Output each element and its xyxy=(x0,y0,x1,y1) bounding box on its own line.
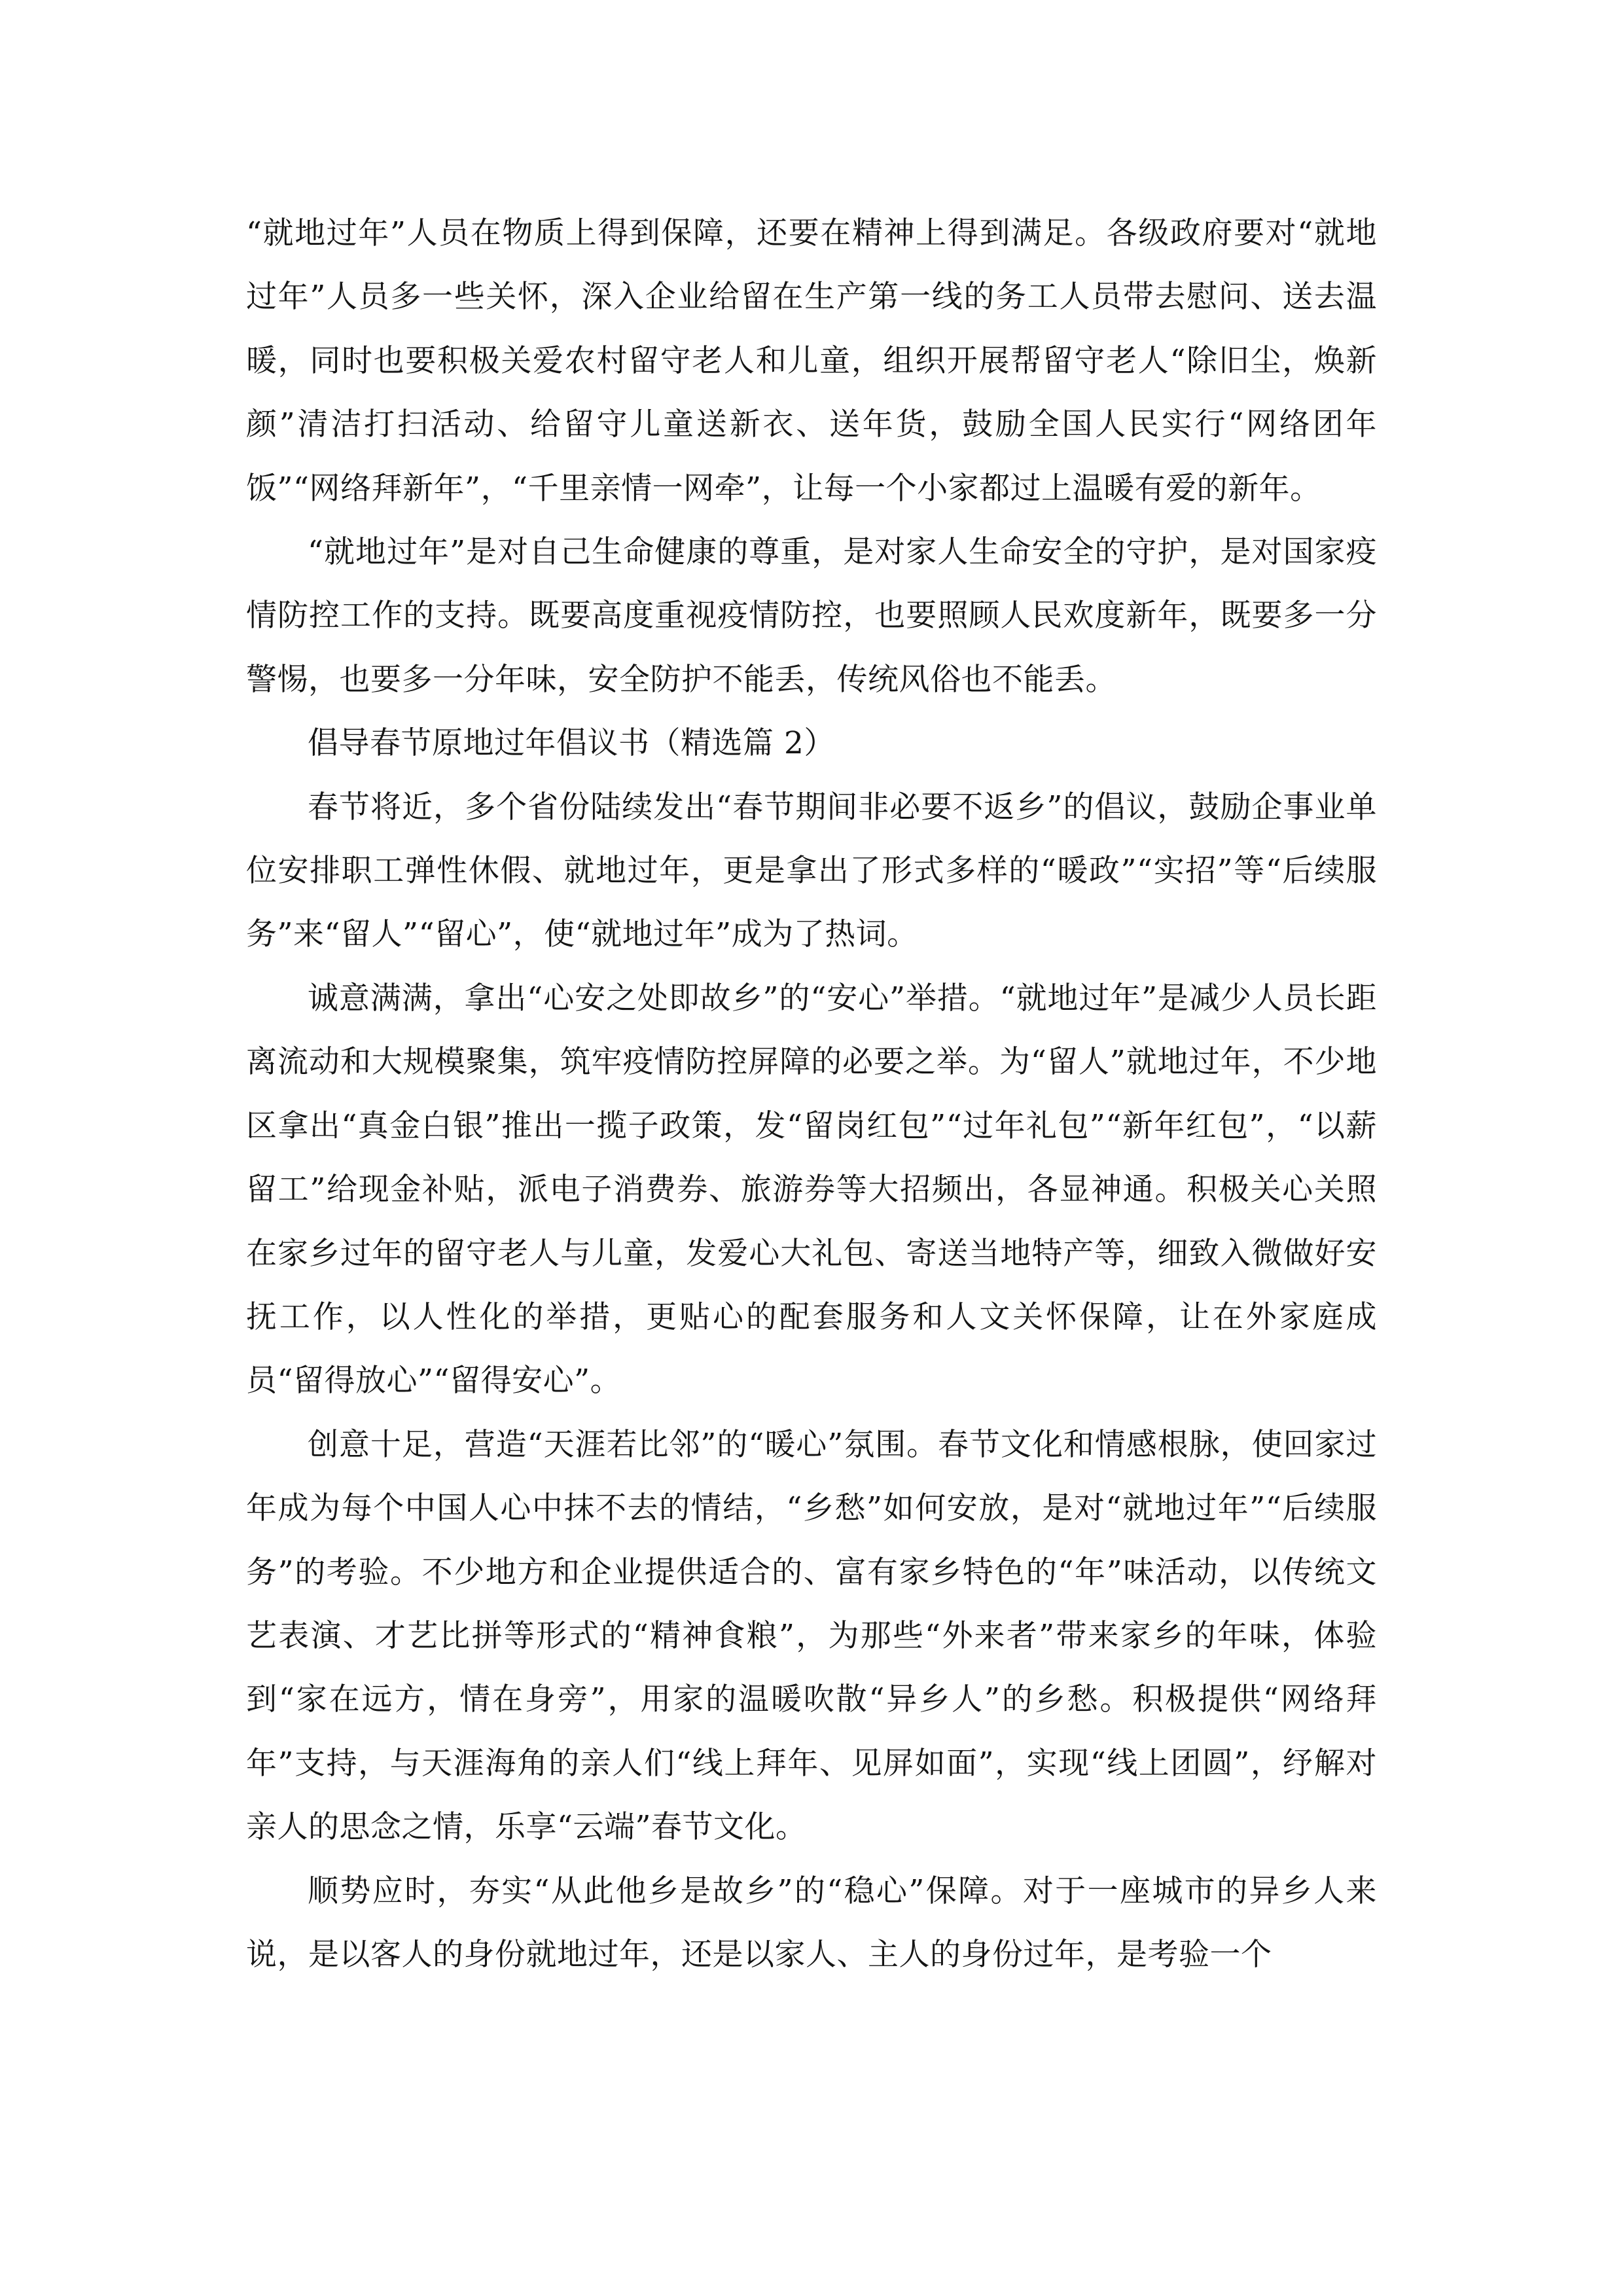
document-body xyxy=(246,202,1377,1986)
paragraph-2: “就地过年”是对自己生命健康的尊重，是对家人生命安全的守护，是对国家疫情防控工作的支持。既要高度重视疫情防控，也要照顾人民欢度新年，既要多一分警惕，也要多一分年味，安全防护不能丢，传统风俗也不能丢。 xyxy=(246,534,1377,698)
paragraph-6: 顺势应时，夯实“从此他乡是故乡”的“稳心”保障。对于一座城市的异乡人来说，是以客人的身份就地过年，还是以家人、主人的身份过年，是考验一个 xyxy=(246,1873,1377,1973)
paragraph-1: “就地过年”人员在物质上得到保障，还要在精神上得到满足。各级政府要对“就地过年”人员多一些关怀，深入企业给留在生产第一线的务工人员带去慰问、送去温暖，同时也要积极关爱农村留守老人和儿童，组织开展帮留守老人“除旧尘，焕新颜”清洁打扫活动、给留守儿童送新衣、送年货，鼓励全国人民实行“网络团年饭”“网络拜新年”，“千里亲情一网牵”，让每一个小家都过上温暖有爱的新年。 xyxy=(246,215,1377,507)
section-heading: 倡导春节原地过年倡议书（精选篇 2） xyxy=(308,725,835,762)
paragraph-3: 春节将近，多个省份陆续发出“春节期间非必要不返乡”的倡议，鼓励企事业单位安排职工弹性休假、就地过年，更是拿出了形式多样的“暖政”“实招”等“后续服务”来“留人”“留心”，使“就地过年”成为了热词。 xyxy=(246,789,1377,953)
paragraph-5: 创意十足，营造“天涯若比邻”的“暖心”氛围。春节文化和情感根脉，使回家过年成为每个中国人心中抹不去的情结，“乡愁”如何安放，是对“就地过年”“后续服务”的考验。不少地方和企业提供适合的、富有家乡特色的“年”味活动，以传统文艺表演、才艺比拼等形式的“精神食粮”，为那些“外来者”带来家乡的年味，体验到“家在远方，情在身旁”，用家的温暖吹散“异乡人”的乡愁。积极提供“网络拜年”支持，与天涯海角的亲人们“线上拜年、见屏如面”，实现“线上团圆”，纾解对亲人的思念之情，乐享“云端”春节文化。 xyxy=(246,1426,1377,1846)
paragraph-4: 诚意满满，拿出“心安之处即故乡”的“安心”举措。“就地过年”是减少人员长距离流动和大规模聚集，筑牢疫情防控屏障的必要之举。为“留人”就地过年，不少地区拿出“真金白银”推出一揽子政策，发“留岗红包”“过年礼包”“新年红包”，“以薪留工”给现金补贴，派电子消费券、旅游券等大招频出，各显神通。积极关心关照在家乡过年的留守老人与儿童，发爱心大礼包、寄送当地特产等，细致入微做好安抚工作，以人性化的举措，更贴心的配套服务和人文关怀保障，让在外家庭成员“留得放心”“留得安心”。 xyxy=(246,980,1377,1399)
